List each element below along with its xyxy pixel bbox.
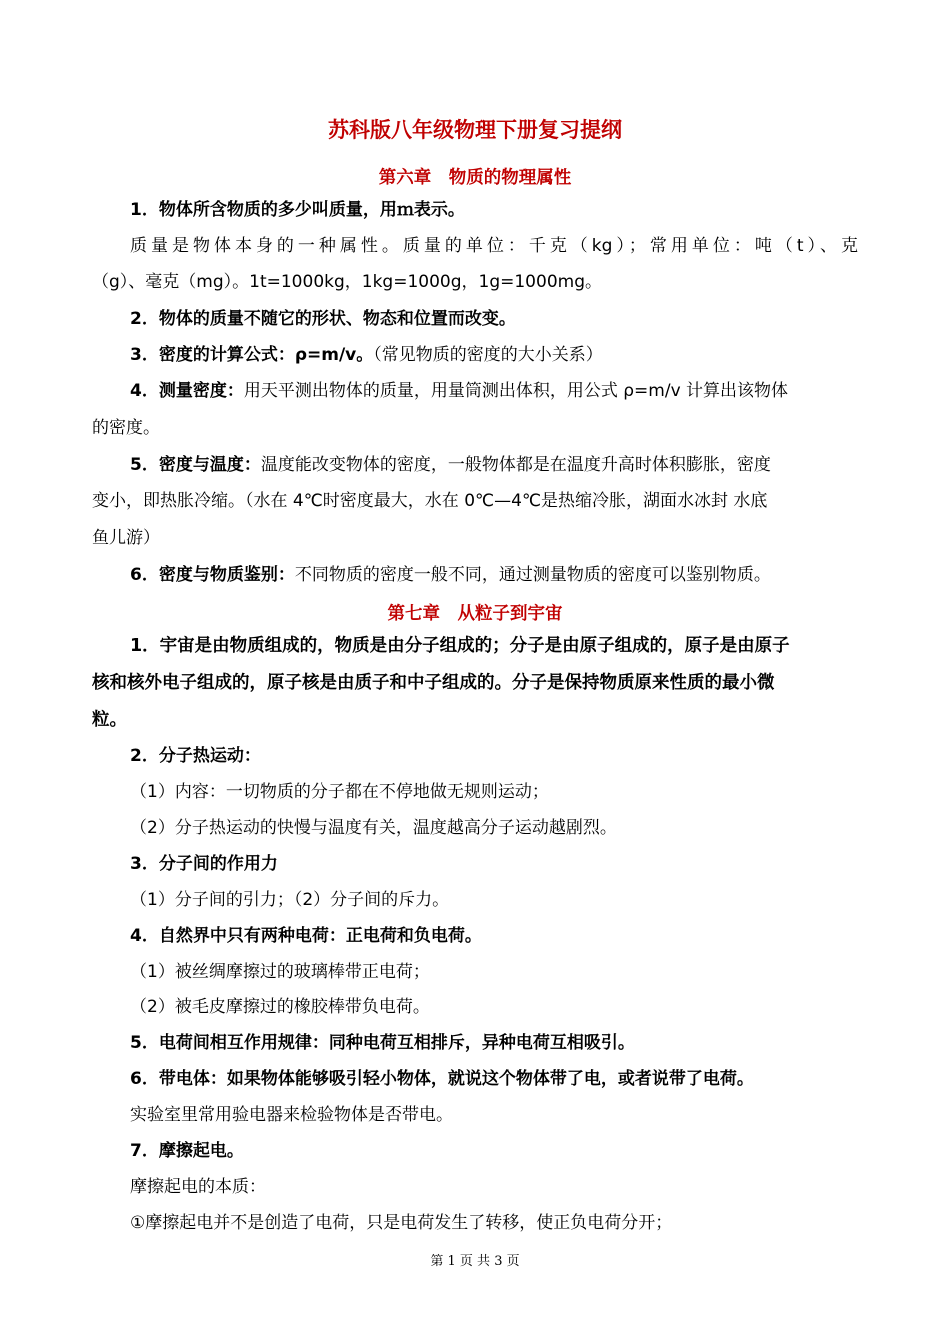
ch6-item-5-cont-1: 变小，即热胀冷缩。（水在 4℃时密度最大，水在 0℃—4℃是热缩冷胀，湖面水冰封 水底 bbox=[92, 491, 768, 511]
ch6-item-5 bbox=[130, 455, 858, 475]
ch7-item-5: 5．电荷间相互作用规律：同种电荷互相排斥，异种电荷互相吸引。 bbox=[130, 1033, 635, 1053]
ch6-item-4-text: 用天平测出物体的质量，用量筒测出体积，用公式 ρ=m/v 计算出该物体 bbox=[243, 381, 789, 401]
chapter-7-heading: 第七章 从粒子到宇宙 bbox=[387, 604, 563, 624]
ch7-item-4-sub-1: （1）被丝绸摩擦过的玻璃棒带正电荷； bbox=[130, 962, 430, 982]
ch6-item-6-label: 6．密度与物质鉴别： bbox=[130, 565, 295, 585]
ch7-item-7-text: 摩擦起电的本质： bbox=[130, 1177, 266, 1197]
ch7-item-1-cont-1: 核和核外电子组成的，原子核是由质子和中子组成的。分子是保持物质原来性质的最小微 bbox=[92, 673, 775, 693]
ch6-item-3-note: （常见物质的密度的大小关系） bbox=[373, 345, 603, 365]
ch6-item-4 bbox=[130, 381, 858, 401]
ch6-item-1: 1．物体所含物质的多少叫质量，用ｍ表示。 bbox=[130, 200, 465, 220]
ch6-item-1-text: 质量是物体本身的一种属性。质量的单位：千克（kg）；常用单位：吨（t）、克 bbox=[130, 236, 858, 256]
ch6-item-4-label: 4．测量密度： bbox=[130, 381, 244, 401]
ch7-item-3: 3．分子间的作用力 bbox=[130, 854, 278, 874]
ch7-item-4: 4．自然界中只有两种电荷：正电荷和负电荷。 bbox=[130, 926, 482, 946]
ch7-item-6-text: 实验室里常用验电器来检验物体是否带电。 bbox=[130, 1105, 453, 1125]
ch7-item-2-sub-2: （2）分子热运动的快慢与温度有关，温度越高分子运动越剧烈。 bbox=[130, 818, 617, 838]
ch6-item-6 bbox=[130, 565, 900, 585]
ch6-item-5-cont-2: 鱼儿游） bbox=[92, 528, 160, 548]
ch7-item-3-sub-1: （1）分子间的引力；（2）分子间的斥力。 bbox=[130, 890, 450, 910]
ch7-item-7-sub-1: ①摩擦起电并不是创造了电荷，只是电荷发生了转移，使正负电荷分开； bbox=[130, 1213, 673, 1233]
document-title: 苏科版八年级物理下册复习提纲 bbox=[328, 118, 622, 142]
ch7-item-2-sub-1: （1）内容：一切物质的分子都在不停地做无规则运动； bbox=[130, 782, 549, 802]
ch7-item-7: 7．摩擦起电。 bbox=[130, 1141, 244, 1161]
ch6-item-3 bbox=[130, 345, 900, 365]
ch7-item-6: 6．带电体：如果物体能够吸引轻小物体，就说这个物体带了电，或者说带了电荷。 bbox=[130, 1069, 754, 1089]
ch6-item-1-text-cont: （g）、毫克（mg）。1t=1000kg，1kg=1000g，1g=1000mg。 bbox=[92, 272, 602, 292]
ch6-item-4-cont: 的密度。 bbox=[92, 418, 160, 438]
ch7-item-2: 2．分子热运动： bbox=[130, 746, 261, 766]
chapter-6-heading: 第六章 物质的物理属性 bbox=[378, 168, 572, 188]
ch6-item-5-label: 5．密度与温度： bbox=[130, 455, 261, 475]
ch6-item-2: 2．物体的质量不随它的形状、物态和位置而改变。 bbox=[130, 309, 516, 329]
ch7-item-1-cont-2: 粒。 bbox=[92, 710, 127, 730]
ch7-item-4-sub-2: （2）被毛皮摩擦过的橡胶棒带负电荷。 bbox=[130, 997, 430, 1017]
ch6-item-6-text: 不同物质的密度一般不同，通过测量物质的密度可以鉴别物质。 bbox=[294, 565, 771, 585]
page-footer: 第 1 页 共 3 页 bbox=[430, 1254, 520, 1269]
ch7-item-1: 1．宇宙是由物质组成的，物质是由分子组成的；分子是由原子组成的，原子是由原子 bbox=[130, 636, 790, 656]
ch6-item-5-text: 温度能改变物体的密度，一般物体都是在温度升高时体积膨胀，密度 bbox=[260, 455, 771, 475]
ch6-item-3-label: 3．密度的计算公式：ρ=m/v。 bbox=[130, 345, 374, 365]
